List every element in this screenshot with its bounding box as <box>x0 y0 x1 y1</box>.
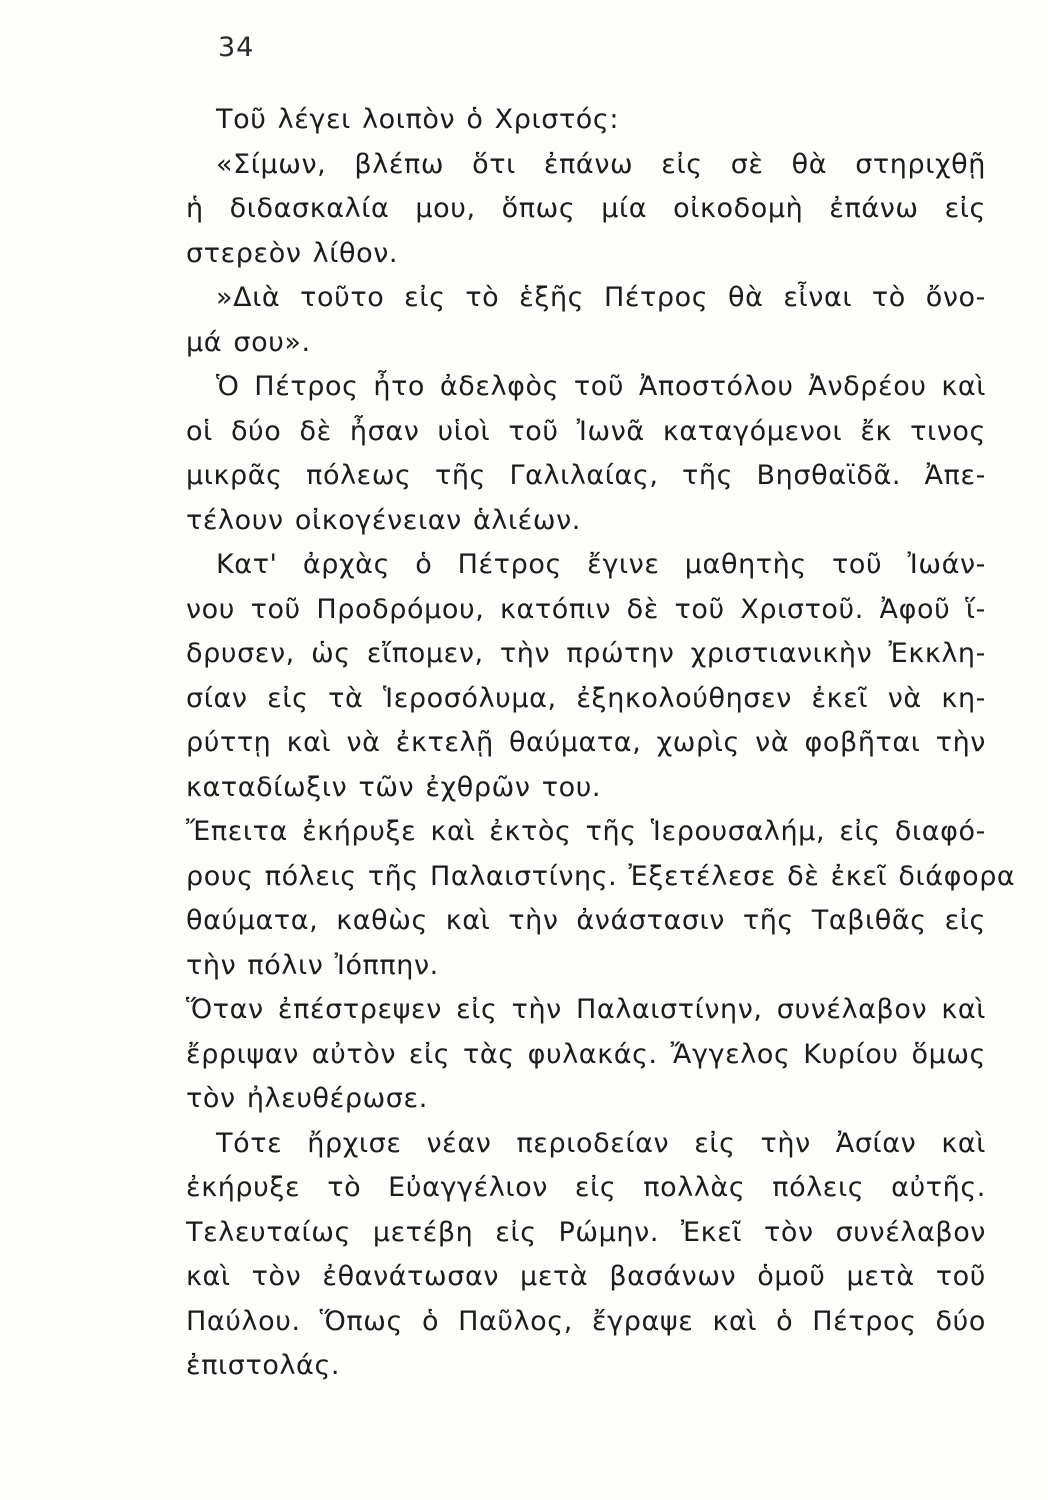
text-line: τὸν ἠλευθέρωσε. <box>186 1083 428 1114</box>
text-line: Κατ' ἀρχὰς ὁ Πέτρος ἔγινε μαθητὴς τοῦ Ἰωάν- <box>216 549 986 580</box>
text-line: σίαν εἰς τὰ Ἱεροσόλυμα, ἐξηκολούθησεν ἐκεῖ νὰ κη- <box>186 682 986 714</box>
text-line: Ὁ Πέτρος ἦτο ἀδελφὸς τοῦ Ἀποστόλου Ἀνδρέου καὶ <box>216 371 986 402</box>
text-line: τέλουν οἰκογένειαν ἁλιέων. <box>186 504 581 536</box>
text-line: θαύματα, καθὼς καὶ τὴν ἀνάστασιν τῆς Ταβιθᾶς εἰς <box>186 905 986 936</box>
text-line: Τότε ἤρχισε νέαν περιοδείαν εἰς τὴν Ἀσίαν καὶ <box>216 1127 986 1159</box>
text-line: καταδίωξιν τῶν ἐχθρῶν του. <box>186 771 602 803</box>
text-line: ἡ διδασκαλία μου, ὅπως μία οἰκοδομὴ ἐπάνω εἰς <box>186 193 986 224</box>
text-line: καὶ τὸν ἐθανάτωσαν μετὰ βασάνων ὁμοῦ μετὰ τοῦ <box>186 1261 986 1292</box>
text-line: Τελευταίως μετέβη εἰς Ρώμην. Ἐκεῖ τὸν συνέλαβον <box>186 1216 986 1248</box>
text-line: ρύττῃ καὶ νὰ ἐκτελῇ θαύματα, χωρὶς νὰ φοβῆται τὴν <box>186 727 986 758</box>
text-line: Ἔπειτα ἐκήρυξε καὶ ἐκτὸς τῆς Ἱερουσαλήμ, εἰς διαφό- <box>186 816 986 847</box>
page-number: 34 <box>218 32 255 63</box>
text-line: »Διὰ τοῦτο εἰς τὸ ἑξῆς Πέτρος θὰ εἶναι τὸ ὄνο- <box>216 282 986 313</box>
text-line: ἐκήρυξε τὸ Εὐαγγέλιον εἰς πολλὰς πόλεις αὐτῆς. <box>186 1172 986 1203</box>
text-line: Τοῦ λέγει λοιπὸν ὁ Χριστός: <box>216 104 620 135</box>
text-line: ἐπιστολάς. <box>186 1350 341 1381</box>
text-line: οἱ δύο δὲ ἦσαν υἱοὶ τοῦ Ἰωνᾶ καταγόμενοι ἔκ τινος <box>186 415 986 447</box>
text-line: τὴν πόλιν Ἰόππην. <box>186 949 439 981</box>
text-line: μικρᾶς πόλεως τῆς Γαλιλαίας, τῆς Βησθαϊδᾶ. Ἀπε- <box>186 460 986 491</box>
body-text <box>186 98 1016 1389</box>
text-line: νου τοῦ Προδρόμου, κατόπιν δὲ τοῦ Χριστοῦ. Ἀφοῦ ἵ- <box>186 593 986 625</box>
text-line: Ὅταν ἐπέστρεψεν εἰς τὴν Παλαιστίνην, συνέλαβον καὶ <box>186 994 986 1025</box>
text-line: μά σου». <box>186 326 311 358</box>
text-line: «Σίμων, βλέπω ὅτι ἐπάνω εἰς σὲ θὰ στηριχθῇ <box>216 148 986 180</box>
text-line: Παύλου. Ὅπως ὁ Παῦλος, ἔγραψε καὶ ὁ Πέτρος δύο <box>186 1305 986 1337</box>
text-line: στερεὸν λίθον. <box>186 237 399 269</box>
text-line: ἔρριψαν αὐτὸν εἰς τὰς φυλακάς. Ἄγγελος Κυρίου ὅμως <box>186 1038 986 1070</box>
text-line: ρους πόλεις τῆς Παλαιστίνης. Ἐξετέλεσε δὲ ἐκεῖ διάφορα <box>186 860 1016 892</box>
text-line: δρυσεν, ὡς εἴπομεν, τὴν πρώτην χριστιανικὴν Ἐκκλη- <box>186 638 986 669</box>
